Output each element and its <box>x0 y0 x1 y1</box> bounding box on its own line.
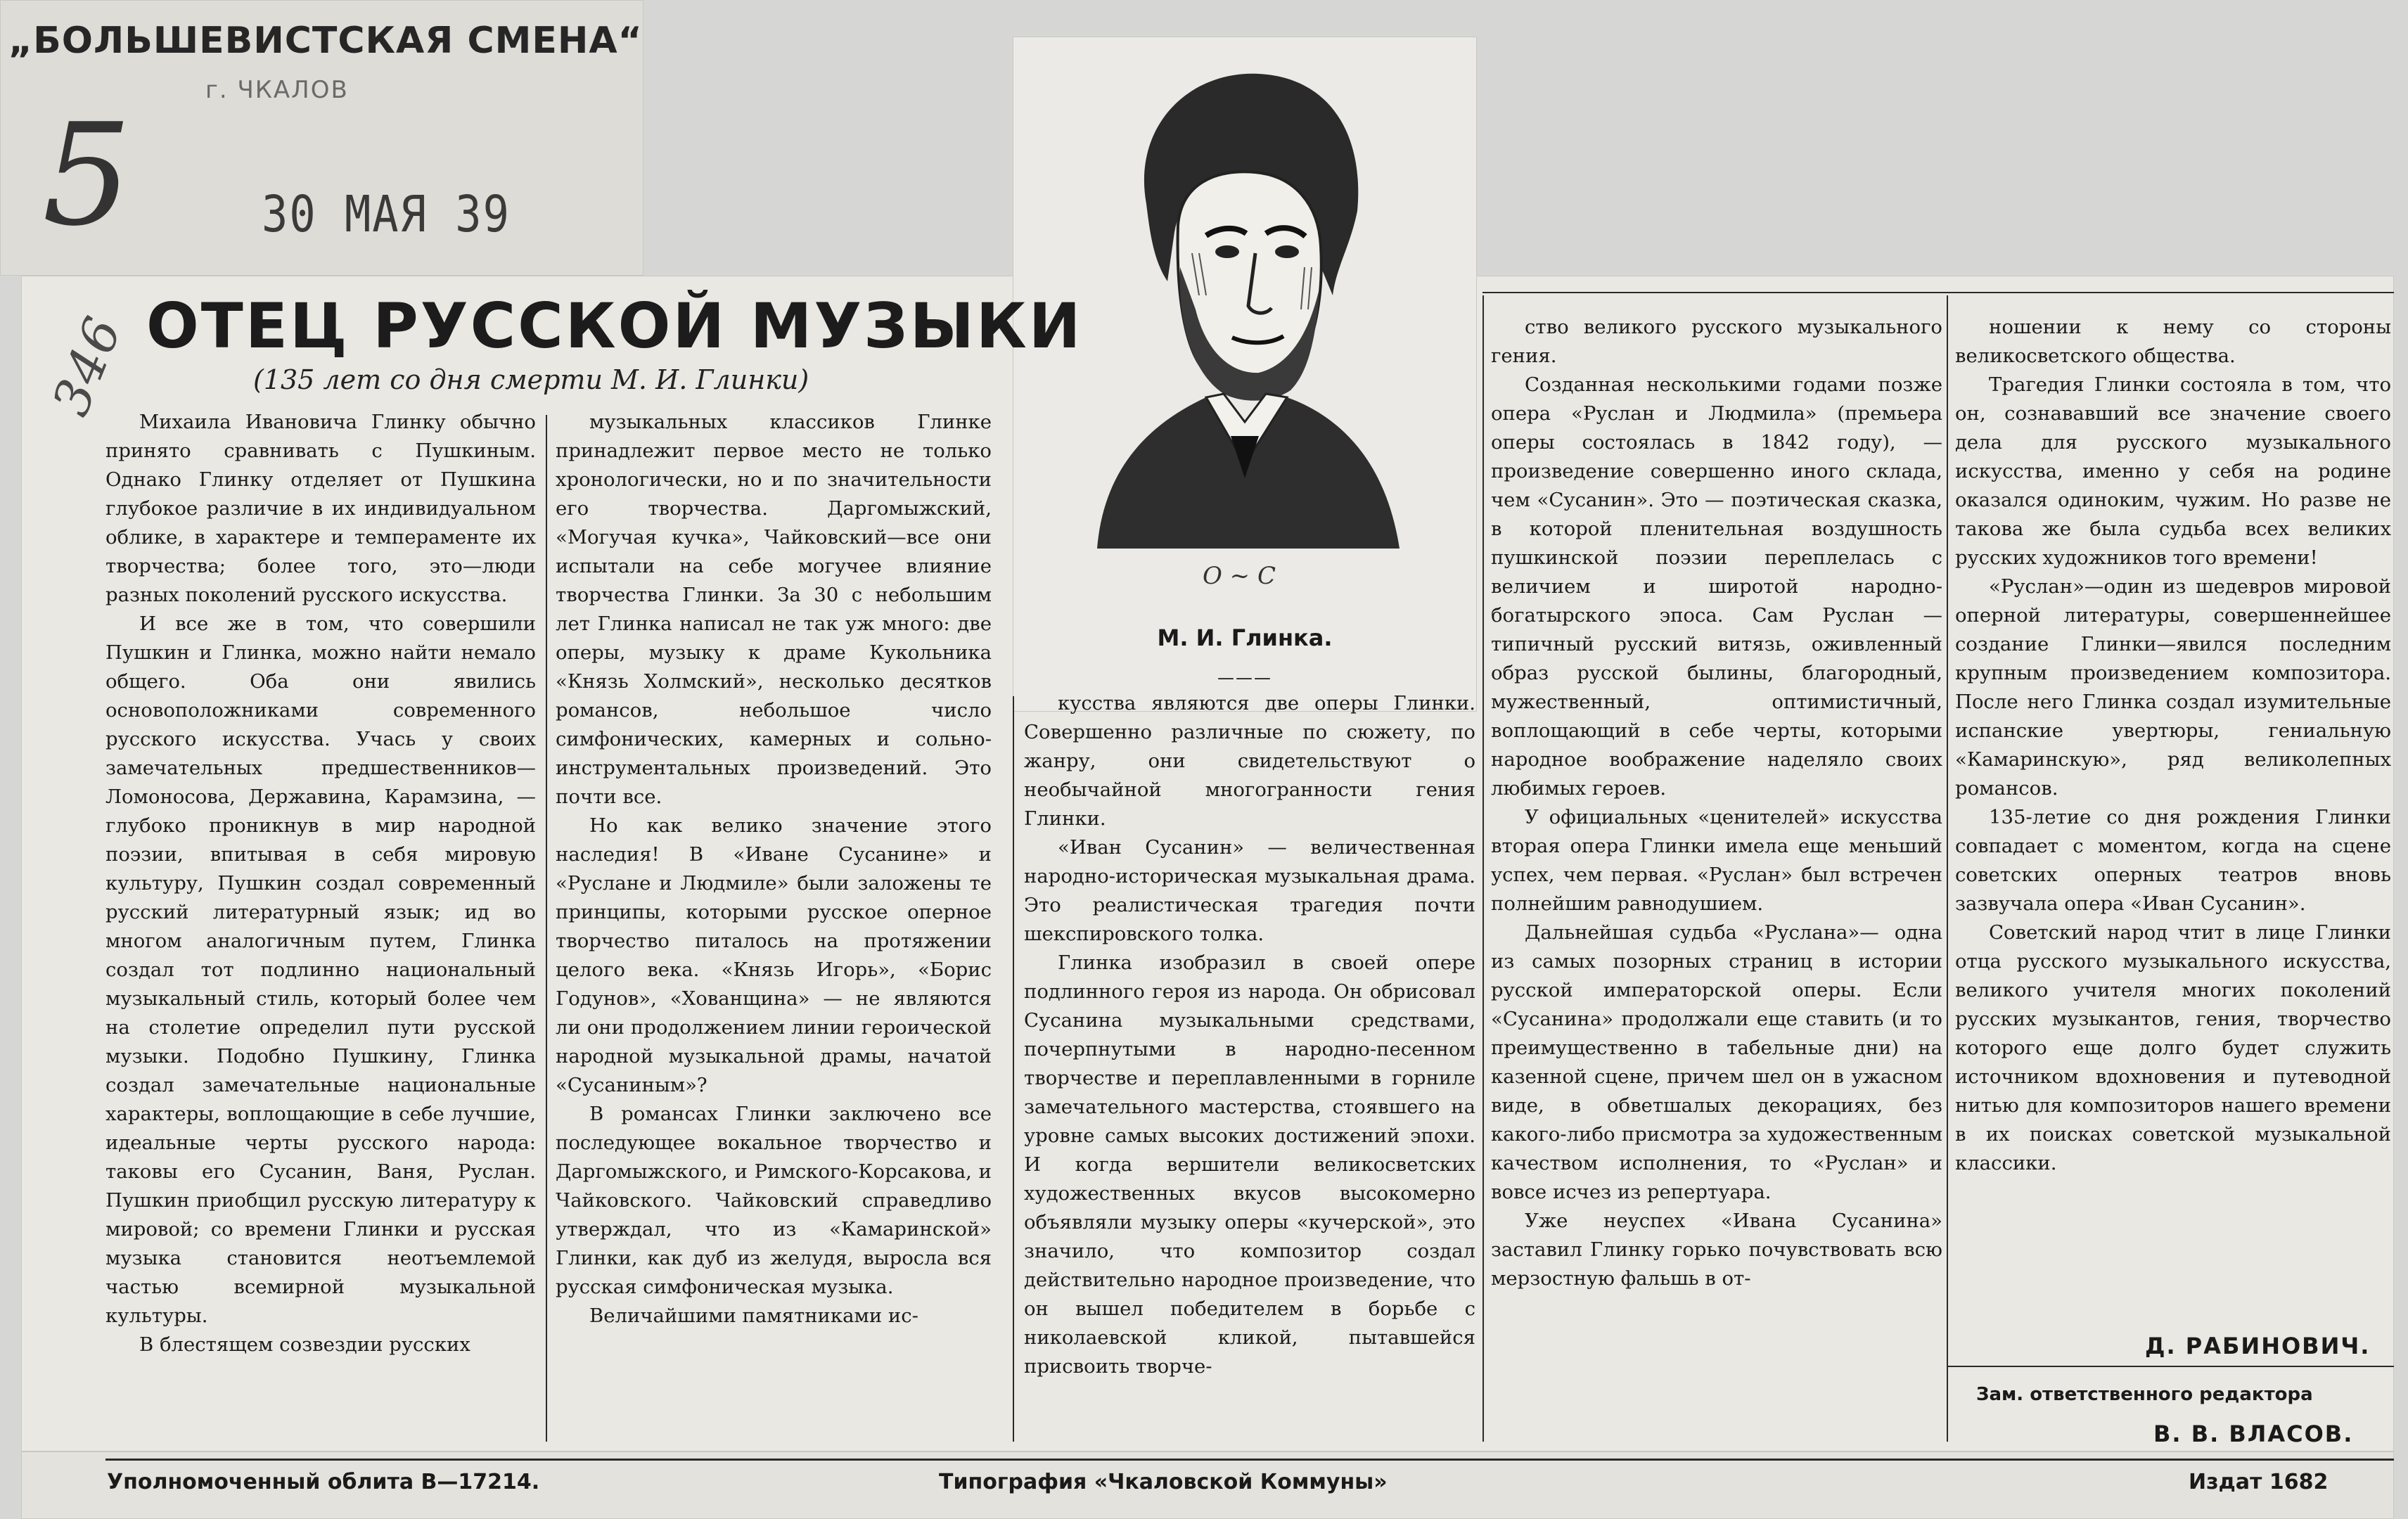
paragraph: Величайшими памятниками ис- <box>589 1305 918 1327</box>
footer-censor-number: Уполномоченный облита В—17214. <box>107 1470 540 1494</box>
paragraph: Михаила Ивановича Глинку обычно принято сравнивать с Пушкиным. Однако Глинку отделяет от Пушкина глубокое различие в их индивидуальном облике, в характере и темпераменте их творчества; более того, это—люди разных поколений русского искусства. <box>105 411 536 606</box>
paragraph: У официальных «ценителей» искусства вторая опера Глинки имела еще меньший успех, чем первая. «Руслан» был встречен полнейшим равнодушием. <box>1491 806 1942 915</box>
paragraph: ношении к нему со стороны великосветского общества. <box>1955 316 2391 367</box>
article-column-5 <box>1955 313 2391 1347</box>
paragraph: Созданная несколькими годами позже опера «Руслан и Людмила» (премьера оперы состоялась в 1842 году), — произведение совершенно иного склада, чем «Сусанин». Это — поэтическая сказка, в которой пленительная воздушность пушкинской поэзии переплелась с величием и широтой народно-богатырского эпоса. Сам Руслан — типичный русский витязь, оживленный образ русской былины, благородный, мужественный, оптимистичный, воплощающий в себе черты, которыми народное воображение наделяло своих любимых героев. <box>1491 373 1942 800</box>
article-column-2 <box>556 408 992 1443</box>
column-rule <box>546 415 547 1442</box>
editor-title: Зам. ответственного редактора <box>1976 1384 2313 1405</box>
paragraph: Трагедия Глинки состояла в том, что он, сознававший все значение своего дела для русского музыкального искусства, именно у себя на родине оказался одиноким, чужим. Но разве не такова же была судьба всех великих русских художников того времени! <box>1955 373 2391 569</box>
column-rule <box>1013 696 1014 1442</box>
column-rule <box>1482 295 1484 1442</box>
paragraph: ство великого русского музыкального гения. <box>1491 316 1942 367</box>
paragraph: В блестящем созвездии русских <box>139 1333 470 1356</box>
paragraph: Глинка изобразил в своей опере подлинного героя из народа. Он обрисовал Сусанина музыкальными средствами, почерпнутыми в народно-песенном творчестве и переплавленными в горниле замечательного мастерства, стоявшего на уровне самых высоких достижений эпохи. И когда вершители великосветских художественных вкусов высокомерно объявляли музыку оперы «кучерской», это значило, что композитор создал действительно народное произведение, что он вышел победителем в борьбе с николаевской кликой, пытавшейся присвоить творче- <box>1024 951 1475 1378</box>
caption-dash: ——— <box>1217 668 1272 688</box>
author-signature: Д. РАБИНОВИЧ. <box>2145 1333 2371 1359</box>
paragraph: «Иван Сусанин» — величественная народно-историческая музыкальная драма. Это реалистическая трагедия почти шекспировского толка. <box>1024 836 1475 945</box>
paragraph: Уже неуспех «Ивана Сусанина» заставил Глинку горько почувствовать всю мерзостную фальшь в от- <box>1491 1210 1942 1290</box>
footer-rule <box>105 1459 2394 1461</box>
column-rule <box>1947 295 1948 1442</box>
article-column-1 <box>105 408 536 1443</box>
signature-rule <box>1947 1366 2394 1367</box>
footer-printer: Типография «Чкаловской Коммуны» <box>939 1470 1388 1494</box>
footer-publisher: Издат 1682 <box>2189 1470 2329 1494</box>
article-headline: ОТЕЦ РУССКОЙ МУЗЫКИ <box>146 290 1083 362</box>
date-stamp: 30 МАЯ 39 <box>262 184 511 244</box>
editor-name: В. В. ВЛАСОВ. <box>2153 1421 2354 1447</box>
article-subheadline: (135 лет со дня смерти М. И. Глинки) <box>253 364 809 395</box>
glinka-portrait-image <box>1055 42 1435 605</box>
article-column-4 <box>1491 313 1942 1443</box>
paragraph: И все же в том, что совершили Пушкин и Глинка, можно найти немало общего. Оба они явились основоположниками современного русского искусства. Учась у своих замечательных предшественников—Ломоносова, Державина, Карамзина, — глубоко проникнув в мир народной поэзии, впитывая в себя мировую культуру, Пушкин создал современный русский литературный язык; ид во многом аналогичным путем, Глинка создал тот подлинно национальный музыкальный стиль, который более чем на столетие определил пути русской музыки. Подобно Пушкину, Глинка создал замечательные национальные характеры, воплощающие в себе лучшие, идеальные черты русского народа: таковы его Сусанин, Ваня, Руслан. Пушкин приобщил русскую литературу к мировой; со времени Глинки и русская музыка становится неотъемлемой частью всемирной музыкальной культуры. <box>105 613 536 1327</box>
article-column-3 <box>1024 689 1475 1443</box>
paragraph: музыкальных классиков Глинке принадлежит первое место не только хронологически, но и по значительности его творчества. Даргомыжский, «Могучая кучка», Чайковский—все они испытали на себе могучее влияние творчества Глинки. За 30 с небольшим лет Глинка написал не так уж много: две оперы, музыку к драме Кукольника «Князь Холмский», несколько десятков романсов, небольшое число симфонических, камерных и сольно-инструментальных произведений. Это почти все. <box>556 411 992 808</box>
portrait-caption: М. И. Глинка. <box>1157 624 1333 651</box>
column-rule <box>1482 292 2394 293</box>
paragraph: В романсах Глинки заключено все последующее вокальное творчество и Даргомыжского, и Римского-Корсакова, и Чайковского. Чайковский справедливо утверждал, что из «Камаринской» Глинки, как дуб из желудя, выросла вся русская симфоническая музыка. <box>556 1103 992 1298</box>
city-stamp: г. ЧКАЛОВ <box>205 76 349 104</box>
archive-mark: 346 <box>40 307 134 424</box>
paragraph: «Руслан»—один из шедевров мировой оперной литературы, совершеннейшее создание Глинки—явился последним крупным произведением композитора. После него Глинка создал изумительные испанские увертюры, гениальную «Камаринскую», ряд великолепных романсов. <box>1955 575 2391 800</box>
paragraph: Но как велико значение этого наследия! В «Иване Сусанине» и «Руслане и Людмиле» были заложены те принципы, которыми русское оперное творчество питалось на протяжении целого века. «Князь Игорь», «Борис Годунов», «Хованщина» — не являются ли они продолжением линии героической народной музыкальной драмы, начатой «Сусаниным»? <box>556 814 992 1096</box>
newspaper-name: „БОЛЬШЕВИСТСКАЯ СМЕНА“ <box>8 20 643 62</box>
paragraph: 135-летие со дня рождения Глинки совпадает с моментом, когда на сцене советских оперных театров вновь зазвучала опера «Иван Сусанин». <box>1955 806 2391 915</box>
paragraph: Дальнейшая судьба «Руслана»— одна из самых позорных страниц в истории русской императорской оперы. Если «Сусанина» продолжали еще ставить (и то преимущественно в табельные дни) на казенной сцене, причем шел он в ужасном виде, в обветшалых декорациях, без какого-либо присмотра за художественным качеством исполнения, то «Руслан» и вовсе исчез из репертуара. <box>1491 921 1942 1203</box>
svg-text:O ~ C: O ~ C <box>1203 562 1276 590</box>
handwritten-number: 5 <box>42 94 132 257</box>
paragraph: Советский народ чтит в лице Глинки отца русского музыкального искусства, великого учителя многих поколений русских музыкантов, гения, творчество которого еще долго будет служить источником вдохновения и путеводной нитью для композиторов нашего времени в их поисках советской музыкальной классики. <box>1955 921 2391 1174</box>
paragraph: кусства являются две оперы Глинки. Совершенно различные по сюжету, по жанру, они свидетельствуют о необычайной многогранности гения Глинки. <box>1024 692 1475 830</box>
